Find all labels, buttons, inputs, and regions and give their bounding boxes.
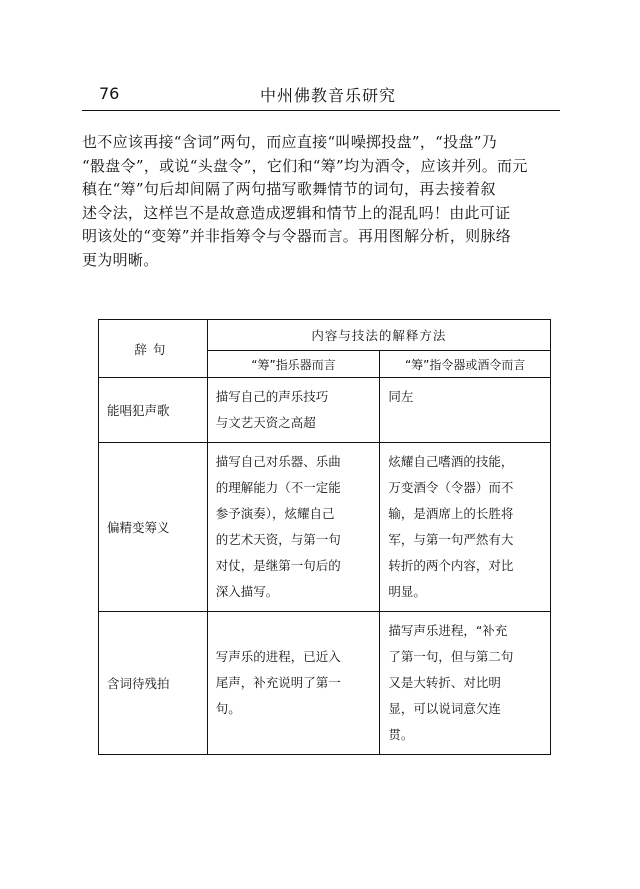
analysis-table <box>98 319 551 755</box>
row-instrument-interpretation: 写声乐的进程，已近入 尾声，补充说明了第一 句。 <box>207 612 380 755</box>
header-instrument: “筹”指乐器而言 <box>207 351 380 378</box>
row-order-interpretation: 描写声乐进程，“补充 了第一句，但与第二句 又是大转折、对比明 显，可以说词意欠连 贯。 <box>380 612 551 755</box>
header-interpretation: 内容与技法的解释方法 <box>207 320 550 351</box>
row-instrument-interpretation: 描写自己的声乐技巧 与文艺天资之高超 <box>207 378 380 443</box>
row-phrase: 能唱犯声歌 <box>99 378 208 443</box>
running-title: 中州佛教音乐研究 <box>260 86 397 105</box>
row-phrase: 偏精变筹义 <box>99 443 208 612</box>
header-phrase: 辞句 <box>99 320 208 378</box>
row-instrument-interpretation: 描写自己对乐器、乐曲 的理解能力（不一定能 参予演奏），炫耀自己 的艺术天资，与第一句 对仗，是继第一句后的 深入描写。 <box>207 443 380 612</box>
table-row <box>99 378 551 443</box>
body-paragraph: 也不应该再接“含词”两句，而应直接“叫噪掷投盘”，“投盘”乃 “骰盘令”，或说“头盘令”，它们和“筹”均为酒令，应该并列。而元 稹在“筹”句后却间隔了两句描写歌舞情节的词句，再去接着叙 述令法，这样岂不是故意造成逻辑和情节上的混乱吗！由此可证 明该处的“变筹”并非指筹令与令器而言。再用图解分析，则脉络 更为明晰。 <box>82 133 528 269</box>
page-number: 76 <box>99 84 120 103</box>
row-order-interpretation: 同左 <box>380 378 551 443</box>
header-rule <box>82 110 560 111</box>
header-drinking-order: “筹”指令器或酒令而言 <box>380 351 551 378</box>
table-row <box>99 443 551 612</box>
row-phrase: 含词待残拍 <box>99 612 208 755</box>
page-header <box>82 84 560 106</box>
table-row <box>99 612 551 755</box>
body-text <box>82 131 560 272</box>
row-order-interpretation: 炫耀自己嗜酒的技能， 万变酒令（令器）而不 输，是酒席上的长胜将 军，与第一句严然有大 转折的两个内容，对比 明显。 <box>380 443 551 612</box>
